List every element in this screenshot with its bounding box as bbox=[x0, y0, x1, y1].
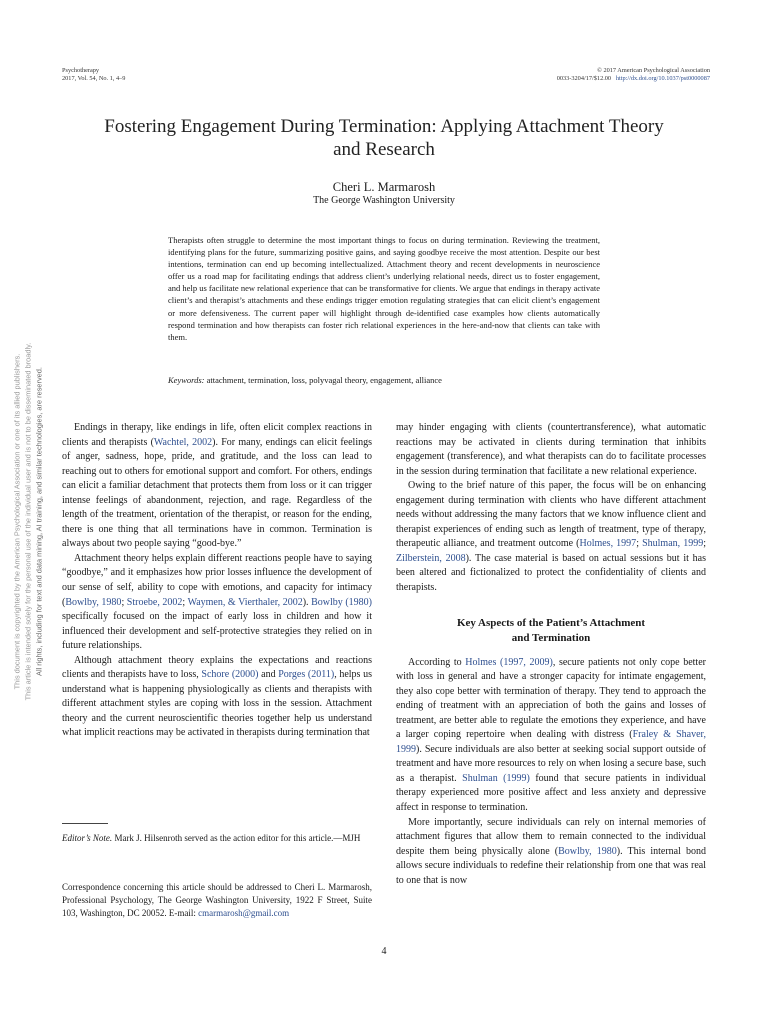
correspondence-note bbox=[62, 881, 372, 920]
paragraph: may hinder engaging with clients (countertransference), what automatic reactions may be activated in clients during termination that inhibits engagement (transference), and what therapists can do to facilitate processes in the session during termination that facilitate a new relational experience. bbox=[396, 422, 706, 477]
paper-title: Fostering Engagement During Termination: Applying Attachment Theory and Research bbox=[104, 116, 664, 160]
side-notice-line: This article is intended solely for the personal use of the individual user and is not to be disseminated broadly. bbox=[23, 342, 33, 701]
text-run: ; bbox=[121, 596, 127, 608]
citation-link[interactable]: Bowlby (1980) bbox=[311, 596, 373, 608]
journal-header bbox=[62, 67, 125, 83]
text-run: Attachment theory helps explain different reactions people have to saying “goodbye,” and it emphasizes how prior losses influence the development of our sense of self, ability to cope with emotions, and capacity for intimacy ( bbox=[62, 552, 372, 608]
citation-link[interactable]: Waymen, & Vierthaler, 2002 bbox=[187, 596, 303, 608]
citation-link[interactable]: Fraley & Shaver, 1999 bbox=[396, 729, 706, 755]
author-affiliation: The George Washington University bbox=[313, 195, 455, 206]
side-notice-line: All rights, including for text and data mining, AI training, and similar technologies, are reserved. bbox=[34, 367, 44, 676]
paragraph bbox=[396, 479, 706, 595]
abstract: Therapists often struggle to determine the most important things to focus on during termination. Reviewing the treatment, identifying plans for the future, summarizing positive gains, and saying goodbye receive the most attention. Despite our best intentions, termination can end up becoming intellectualized. Attachment theory and recent developments in neuroscience offer us a road map for facilitating endings that address client’s underlying relational needs, direct us to foster engagement, and help us facilitate new relational experience that can be transformative for clients. We argue that endings in therapy activate client’s and therapist’s attachments and these endings trigger emotion regulating strategies that can elicit client’s engagement or more defensiveness. The current paper will highlight through de-identified case examples how clients automatically respond termination and how therapists can foster rich relational experiences in the here-and-now that clients can take with them. bbox=[168, 235, 600, 342]
right-column bbox=[396, 421, 706, 888]
citation-link[interactable]: Wachtel, 2002 bbox=[153, 436, 213, 448]
paragraph bbox=[396, 816, 706, 889]
side-copyright-notice bbox=[12, 222, 45, 822]
section-heading-line: Key Aspects of the Patient’s Attachment bbox=[456, 616, 646, 629]
side-notice-line: This document is copyrighted by the American Psychological Association or one of its allied publishers. bbox=[12, 353, 22, 690]
text-run: Endings in therapy, like endings in life, often elicit complex reactions in clients and therapists ( bbox=[62, 422, 372, 448]
text-run: ; bbox=[182, 596, 188, 608]
doi-link[interactable]: http://dx.doi.org/10.1037/pst0000087 bbox=[615, 75, 710, 82]
text-run: ; bbox=[703, 538, 707, 550]
keywords-text: attachment, termination, loss, polyvagal theory, engagement, alliance bbox=[204, 375, 442, 385]
issn-doi-line bbox=[557, 75, 710, 83]
copyright-header bbox=[557, 67, 710, 83]
editors-note bbox=[62, 832, 372, 845]
footnote-divider bbox=[62, 823, 108, 824]
text-run: found that secure patients in individual therapy experienced more positive affect and less anxiety and depressive affect in response to termination. bbox=[396, 772, 707, 814]
text-run: and bbox=[258, 669, 279, 681]
paragraph bbox=[62, 552, 372, 654]
text-run: specifically focused on the impact of early loss in children and how it influenced their development and self-protective strategies they relied on in future relationships. bbox=[62, 611, 372, 652]
paragraph bbox=[62, 654, 372, 741]
citation-link[interactable]: Shulman (1999) bbox=[462, 772, 530, 784]
text-run: Although attachment theory explains the expectations and reactions clients and therapists have to loss, bbox=[62, 654, 372, 681]
citation-link[interactable]: Zilberstein, 2008 bbox=[396, 552, 466, 564]
text-run: Owing to the brief nature of this paper, the focus will be on enhancing engagement during termination with clients who have different attachment needs without addressing the many factors that we know influence client and therapist experiences of ending such as length of treatment, type of therapy, therapeutic alliance, and treatment outcome ( bbox=[396, 480, 706, 550]
citation-link[interactable]: Holmes (1997, 2009) bbox=[465, 656, 553, 668]
section-heading-line: and Termination bbox=[511, 631, 591, 644]
text-run: ). bbox=[302, 596, 312, 608]
email-link[interactable]: cmarmarosh@gmail.com bbox=[198, 908, 290, 918]
text-run: ). For many, endings can elicit feelings of anger, sadness, hope, pride, and gratitude, and the loss can lead to reaching out to others for emotional support and comfort. For others, endings can elicit a familiar detachment that protects them from loss or it can trigger intense feelings of abandonment, rejection, and rage. Regardless of the length of the treatment, orientation of the therapist, or reason for the ending, there is one thing that all terminations have in common. Termination is always about two people saying “good-bye.” bbox=[62, 436, 372, 550]
citation-link[interactable]: Shulman, 1999 bbox=[642, 538, 704, 550]
left-column bbox=[62, 421, 372, 741]
journal-volume: 2017, Vol. 54, No. 1, 4–9 bbox=[62, 75, 126, 82]
text-run: ). This internal bond allows secure individuals to redefine their relationship from one that was real to one that is now bbox=[396, 845, 706, 886]
text-run: ). Secure individuals are also better at seeking social support outside of treatment and have more resources to rely on when losing a secure base, such as a therapist. bbox=[396, 743, 706, 784]
page-number: 4 bbox=[381, 946, 387, 957]
editors-note-text: Mark J. Hilsenroth served as the action editor for this article.—MJH bbox=[112, 833, 361, 843]
text-run: ; bbox=[636, 538, 643, 550]
citation-link[interactable]: Schore (2000) bbox=[201, 669, 259, 681]
citation-link[interactable]: Porges (2011) bbox=[278, 669, 335, 681]
text-run: More importantly, secure individuals can rely on internal memories of attachment figures that allow them to remain connected to the individual despite them being physically alone ( bbox=[396, 816, 706, 857]
section-heading bbox=[396, 616, 706, 646]
citation-link[interactable]: Bowlby, 1980 bbox=[558, 845, 617, 857]
keywords-label: Keywords: bbox=[168, 375, 205, 385]
paragraph bbox=[396, 656, 706, 816]
editors-note-label: Editor’s Note. bbox=[62, 833, 113, 843]
author-name: Cheri L. Marmarosh bbox=[332, 180, 436, 194]
citation-link[interactable]: Bowlby, 1980 bbox=[65, 596, 122, 608]
text-run: , secure patients not only cope better with loss in general and have a stronger capacity for intimate engagement, they also cope better with termination of therapy. They tend to approach the ending of treatment with an appreciation of both the gains and losses of treatment, are better able to regulate the emotions they experience, and have a larger coping repertoire when dealing with distress ( bbox=[396, 656, 706, 741]
copyright-line: © 2017 American Psychological Association bbox=[597, 67, 710, 74]
correspondence-text: Correspondence concerning this article should be addressed to Cheri L. Marmarosh, Professional Psychology, The George Washington University, 1922 F Street, Suite 103, Washington, DC 20052. E-mail: bbox=[62, 882, 372, 918]
journal-name: Psychotherapy bbox=[62, 67, 100, 74]
citation-link[interactable]: Stroebe, 2002 bbox=[126, 596, 183, 608]
keywords bbox=[168, 374, 600, 386]
issn: 0033-3204/17/$12.00 bbox=[556, 75, 612, 82]
text-run: , helps us understand what is happening physiologically as clients and therapists with different attachment styles are coping with loss in the session. Attachment theory and the current neuroscientific theories together help us understand what implicit reactions may be activated in therapists during termination that bbox=[62, 669, 372, 739]
text-run: According to bbox=[408, 656, 466, 668]
paragraph bbox=[62, 421, 372, 552]
citation-link[interactable]: Holmes, 1997 bbox=[579, 538, 637, 550]
text-run: ). The case material is based on actual sessions but it has been altered and fictionalized to protect the confidentiality of clients and therapists. bbox=[396, 552, 706, 594]
